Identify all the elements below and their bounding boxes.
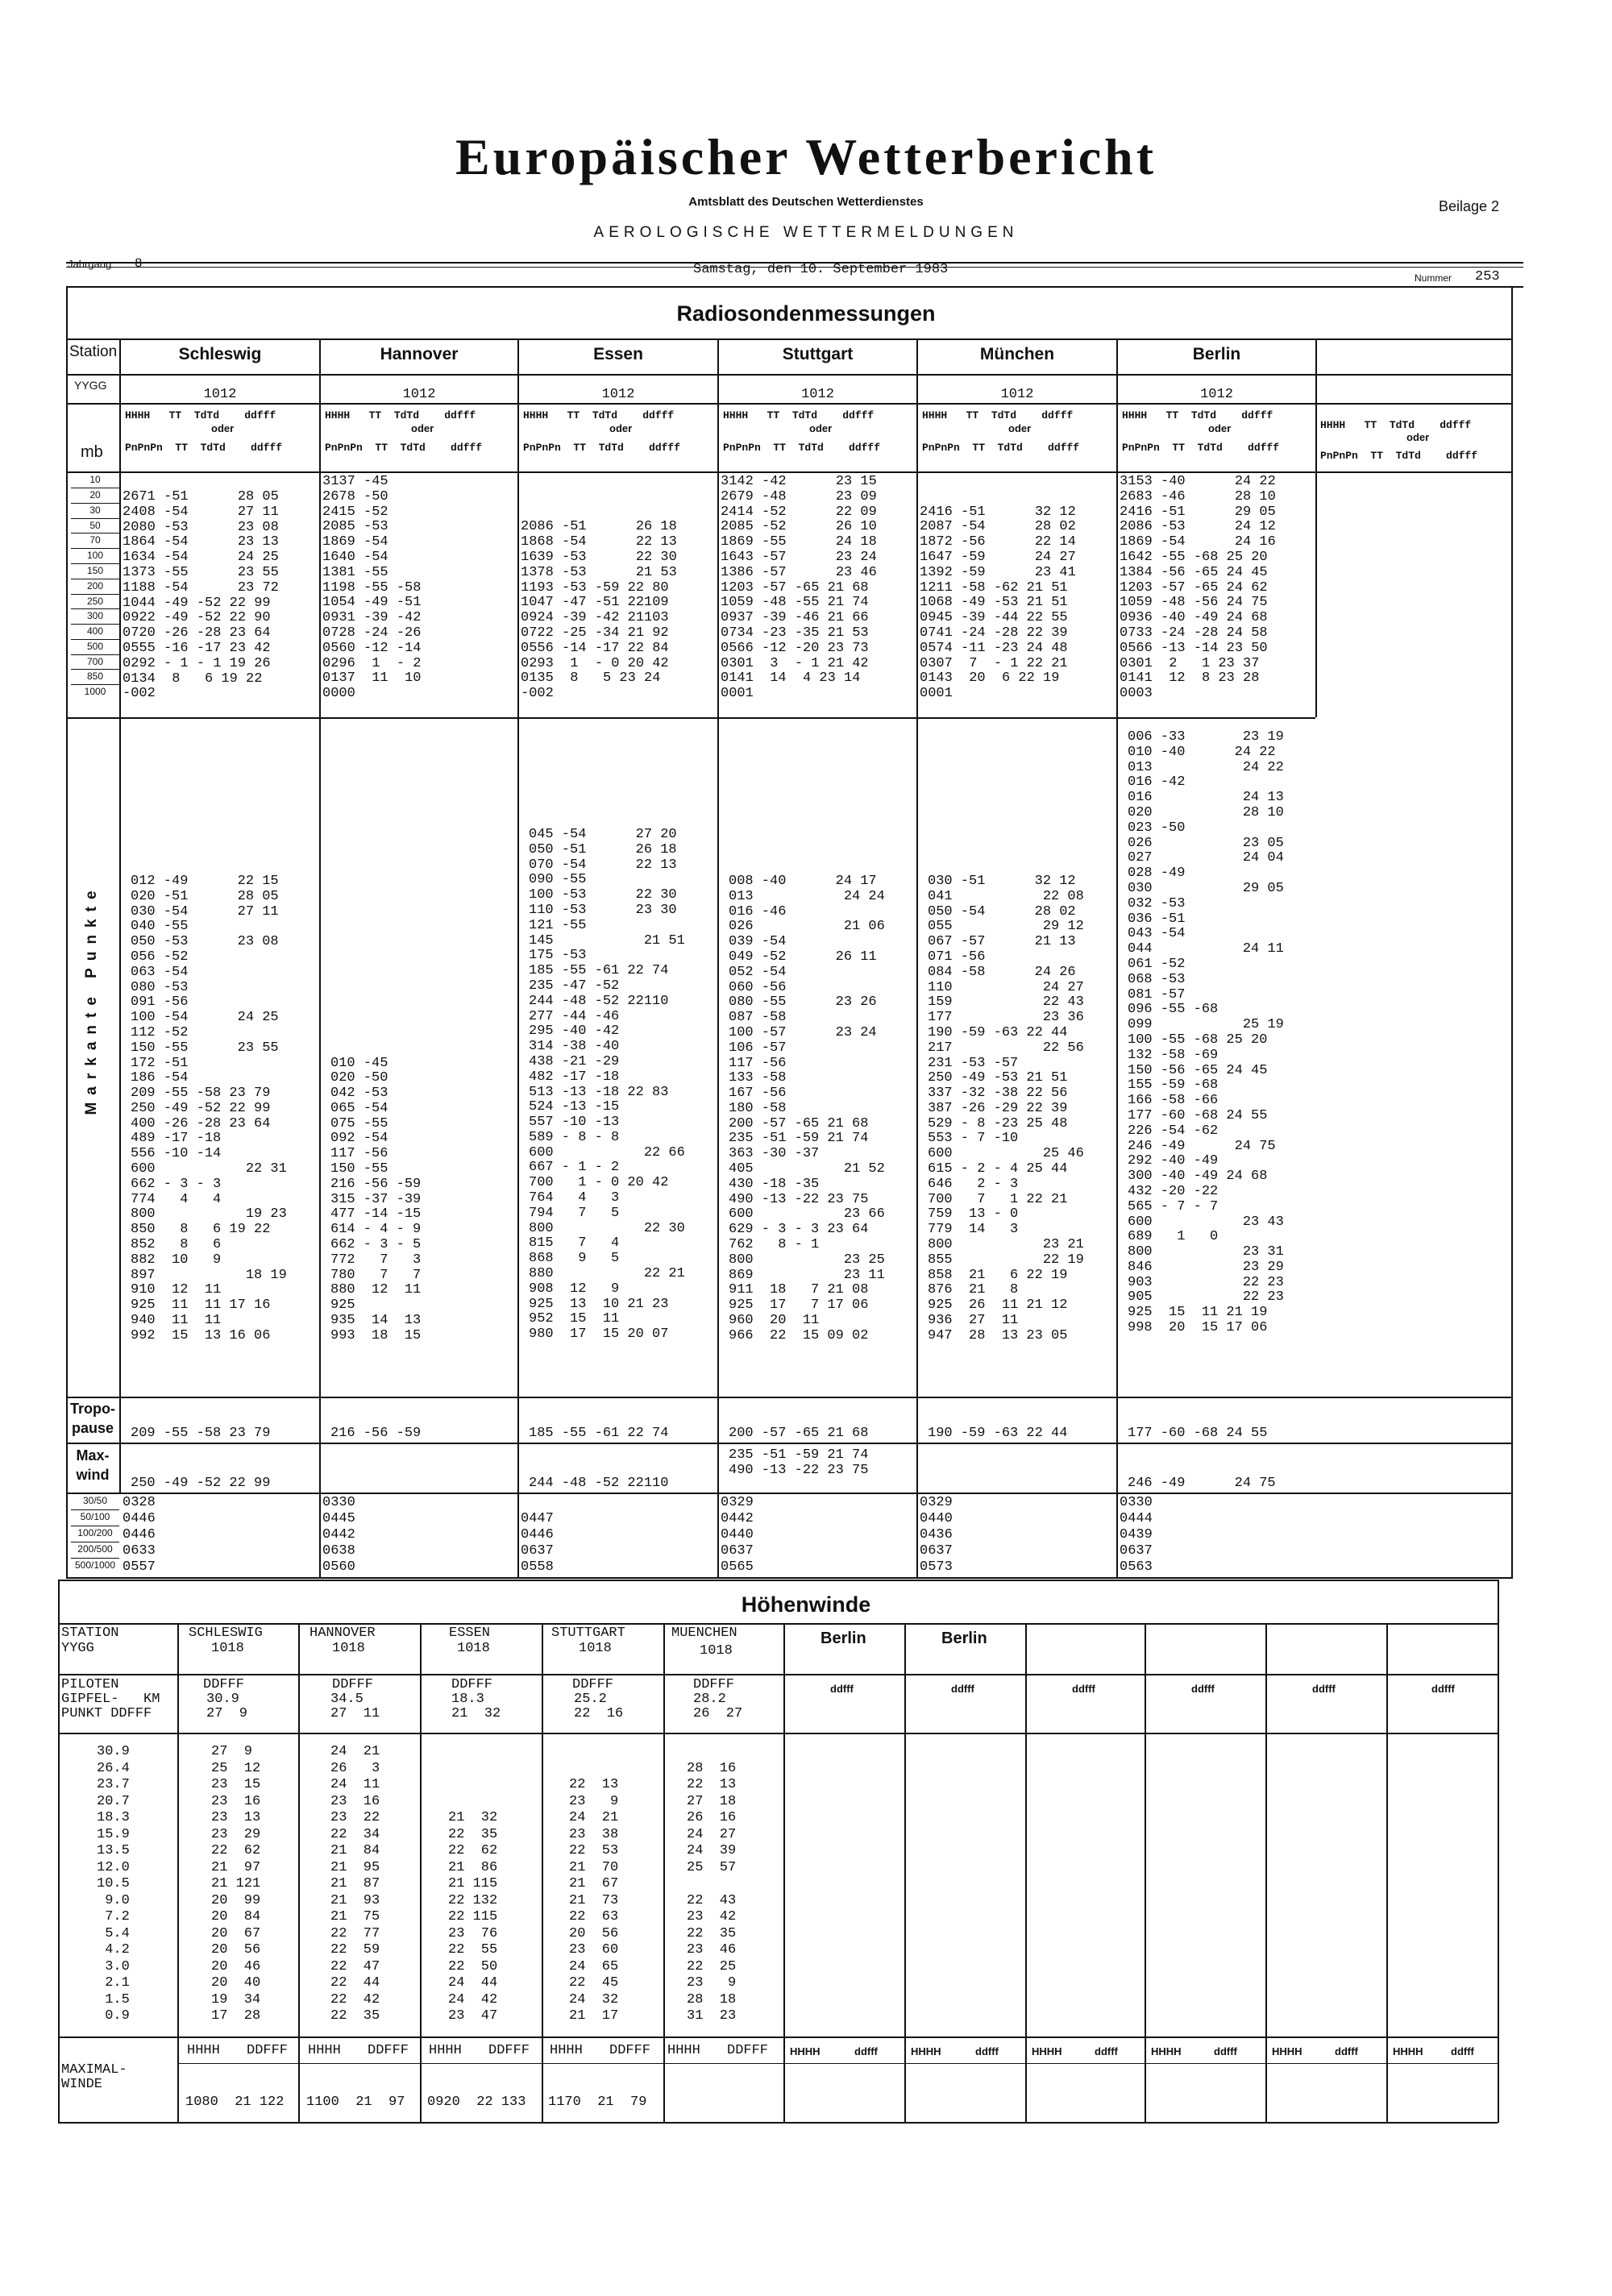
yygg-berlin: 1012 bbox=[1200, 387, 1233, 402]
hw-ddfff-small: ddfff bbox=[1214, 2045, 1237, 2057]
markante-muenchen: 030 -51 32 12 041 22 08 050 -54 28 02 055 29 12 067 -57 21 13 071 -56 084 -58 24 26 110 24 27 159 22 43 177 23 36 190 -59 -63 22 44 217 22 56 231 -53 -57 250 -49 -53 21 51 337 -32 -38 22 56 387 -26 -29 22 39 529 - 8 -23 25 48 553 - 7 -10 600 25 46 615 - 2 - 4 25 44 646 2 - 3 700 7 1 22 21 759 13 - 0 779 14 3 800 23 21 855 22 19 858 21 6 22 19 876 21 8 925 26 11 21 12 936 27 11 947 28 13 23 05 bbox=[928, 873, 1084, 1343]
col-header-oder: oder bbox=[609, 422, 633, 434]
hw-yygg-label: YYGG bbox=[61, 1641, 94, 1656]
hw-ddfff-small: ddfff bbox=[830, 1683, 854, 1695]
hw-ddfff-small: ddfff bbox=[1095, 2045, 1118, 2057]
col-header-top: HHHH TT TdTd ddfff bbox=[723, 409, 875, 421]
main-levels-berlin: 3153 -40 24 22 2683 -46 28 10 2416 -51 29 05 2086 -53 24 12 1869 -54 24 16 1642 -55 -68 25 20 1384 -56 -65 24 45 1203 -57 -65 24 62 1059 -48 -56 24 75 0936 -40 -49 24 68 0733 -24 -28 24 58 0566 -13 -14 23 50 0301 2 1 23 37 0141 12 8 23 28 0003 bbox=[1120, 474, 1276, 702]
station-label: Station bbox=[69, 343, 118, 360]
tropopause-muenchen: 190 -59 -63 22 44 bbox=[928, 1426, 1068, 1441]
maxwind-berlin: 246 -49 24 75 bbox=[1128, 1476, 1276, 1491]
thickness-label: 30/50 bbox=[71, 1493, 119, 1508]
hw-ddfff-header: DDFFF bbox=[488, 2043, 530, 2058]
thickness-hannover: 0330 0445 0442 0638 0560 bbox=[322, 1495, 355, 1575]
hw-yygg-muenchen: 1018 bbox=[700, 1643, 733, 1659]
mb-level: 10 bbox=[71, 472, 119, 487]
hw-ddfff-small: ddfff bbox=[1335, 2045, 1358, 2057]
maxwind-stuttgart: 235 -51 -59 21 74 490 -13 -22 23 75 bbox=[729, 1447, 869, 1478]
col-header-top: HHHH TT TdTd ddfff bbox=[922, 409, 1074, 421]
station-name-essen: Essen bbox=[593, 345, 643, 363]
station-name-stuttgart: Stuttgart bbox=[782, 345, 854, 363]
station-name-hannover: Hannover bbox=[380, 345, 459, 363]
hw-max-stuttgart: 1170 21 79 bbox=[548, 2095, 647, 2110]
col-header-top: HHHH TT TdTd ddfff bbox=[325, 409, 476, 421]
yygg-stuttgart: 1012 bbox=[801, 387, 834, 402]
tropopause-label: Tropo- pause bbox=[70, 1401, 115, 1436]
markante-stuttgart: 008 -40 24 17 013 24 24 016 -46 026 21 06 039 -54 049 -52 26 11 052 -54 060 -56 080 -55 23 26 087 -58 100 -57 23 24 106 -57 117 -56 133 -58 167 -56 180 -58 200 -57 -65 21 68 235 -51 -59 21 74 363 -30 -37 405 21 52 430 -18 -35 490 -13 -22 23 75 600 23 66 629 - 3 - 3 23 64 762 8 - 1 800 23 25 869 23 11 911 18 7 21 08 925 17 7 17 06 960 20 11 966 22 15 09 02 bbox=[729, 873, 885, 1343]
nummer-label: Nummer bbox=[1415, 272, 1452, 284]
col-header-bottom: PnPnPn TT TdTd ddfff bbox=[325, 442, 483, 454]
hw-yygg-essen: 1018 bbox=[457, 1641, 490, 1656]
mb-level: 500 bbox=[71, 639, 119, 654]
col-header-oder: oder bbox=[1406, 431, 1430, 443]
mb-label: mb bbox=[81, 443, 103, 461]
col-header-top: HHHH TT TdTd ddfff bbox=[523, 409, 675, 421]
hw-ddfff-small: ddfff bbox=[951, 1683, 974, 1695]
markante-punkte-label: Markante Punkte bbox=[83, 883, 100, 1115]
hw-gipfel-hannover: 34.5 27 11 bbox=[330, 1692, 380, 1721]
hw-maximal-label: MAXIMAL- WINDE bbox=[61, 2062, 127, 2092]
col-header-top: HHHH TT TdTd ddfff bbox=[125, 409, 276, 421]
jahrgang-label: Jahrgang bbox=[68, 258, 112, 270]
tropopause-berlin: 177 -60 -68 24 55 bbox=[1128, 1426, 1268, 1441]
hw-station-berlin-2: Berlin bbox=[941, 1630, 987, 1647]
thickness-label: 50/100 bbox=[71, 1509, 119, 1524]
hw-max-hannover: 1100 21 97 bbox=[306, 2095, 405, 2110]
col-header-bottom: PnPnPn TT TdTd ddfff bbox=[1122, 442, 1280, 454]
col-header-oder: oder bbox=[1208, 422, 1232, 434]
hw-gipfel-schleswig: 30.9 27 9 bbox=[206, 1692, 248, 1721]
hw-ddfff-header: DDFFF bbox=[572, 1677, 614, 1692]
col-header-oder: oder bbox=[411, 422, 434, 434]
hw-winds-essen: 21 32 22 35 22 62 21 86 21 115 22 132 22 115 23 76 22 55 22 50 24 44 24 42 23 47 bbox=[448, 1810, 498, 2024]
hw-ddfff-small: ddfff bbox=[1451, 2045, 1474, 2057]
main-levels-essen: 2086 -51 26 18 1868 -54 22 13 1639 -53 22 30 1378 -53 21 53 1193 -53 -59 22 80 1047 -47 -51 22109 0924 -39 -42 21103 0722 -25 -34 21 92 0556 -14 -17 22 84 0293 1 - 0 20 42 0135 8 5 23 24 -002 bbox=[521, 519, 677, 702]
hw-hhhh-small: HHHH bbox=[1151, 2045, 1182, 2057]
hw-ddfff-header: DDFFF bbox=[609, 2043, 651, 2058]
hw-hhhh-small: HHHH bbox=[1393, 2045, 1423, 2057]
mb-level: 70 bbox=[71, 533, 119, 547]
hw-yygg-stuttgart: 1018 bbox=[579, 1641, 612, 1656]
hw-max-essen: 0920 22 133 bbox=[427, 2095, 526, 2110]
hw-station-muenchen: MUENCHEN bbox=[671, 1625, 737, 1641]
mb-level: 100 bbox=[71, 548, 119, 563]
hw-winds-hannover: 24 21 26 3 24 11 23 16 23 22 22 34 21 84 21 95 21 87 21 93 21 75 22 77 22 59 22 47 22 44 22 42 22 35 bbox=[330, 1744, 380, 2024]
thickness-berlin: 0330 0444 0439 0637 0563 bbox=[1120, 1495, 1153, 1575]
hw-yygg-hannover: 1018 bbox=[332, 1641, 365, 1656]
hw-station-label: STATION bbox=[61, 1625, 119, 1641]
hw-hhhh-header: HHHH bbox=[308, 2043, 341, 2058]
hw-ddfff-header: DDFFF bbox=[247, 2043, 289, 2058]
mb-level: 50 bbox=[71, 518, 119, 533]
markante-berlin: 006 -33 23 19 010 -40 24 22 013 24 22 016 -42 016 24 13 020 28 10 023 -50 026 23 05 027 24 04 028 -49 030 29 05 032 -53 036 -51 043 -54 044 24 11 061 -52 068 -53 081 -57 096 -55 -68 099 25 19 100 -55 -68 25 20 132 -58 -69 150 -56 -65 24 45 155 -59 -68 166 -58 -66 177 -60 -68 24 55 226 -54 -62 246 -49 24 75 292 -40 -49 300 -40 -49 24 68 432 -20 -22 565 - 7 - 7 600 23 43 689 1 0 800 23 31 846 23 29 903 22 23 905 22 23 925 15 11 21 19 998 20 15 17 06 bbox=[1128, 729, 1284, 1336]
markante-hannover: 010 -45 020 -50 042 -53 065 -54 075 -55 092 -54 117 -56 150 -55 216 -56 -59 315 -37 -39 477 -14 -15 614 - 4 - 9 662 - 3 - 5 772 7 3 780 7 7 880 12 11 925 935 14 13 993 18 15 bbox=[330, 1055, 422, 1343]
tropopause-stuttgart: 200 -57 -65 21 68 bbox=[729, 1426, 869, 1441]
maxwind-essen: 244 -48 -52 22110 bbox=[529, 1476, 669, 1491]
hw-hhhh-small: HHHH bbox=[790, 2045, 821, 2057]
yygg-label: YYGG bbox=[74, 379, 107, 392]
hw-hhhh-header: HHHH bbox=[667, 2043, 700, 2058]
thickness-label: 200/500 bbox=[71, 1542, 119, 1556]
hw-max-schleswig: 1080 21 122 bbox=[185, 2095, 285, 2110]
hw-station-berlin-1: Berlin bbox=[821, 1630, 866, 1647]
page-title: Europäischer Wetterbericht bbox=[455, 128, 1157, 185]
mb-level: 850 bbox=[71, 669, 119, 683]
thickness-schleswig: 0328 0446 0446 0633 0557 bbox=[123, 1495, 156, 1575]
nummer-value: 253 bbox=[1475, 269, 1500, 284]
hw-ddfff-header: DDFFF bbox=[203, 1677, 245, 1692]
hw-yygg-schleswig: 1018 bbox=[211, 1641, 244, 1656]
yygg-hannover: 1012 bbox=[402, 387, 436, 402]
col-header-oder: oder bbox=[809, 422, 833, 434]
hw-ddfff-small: ddfff bbox=[854, 2045, 878, 2057]
maxwind-label: Max- wind bbox=[76, 1447, 110, 1483]
section-heading: AEROLOGISCHE WETTERMELDUNGEN bbox=[593, 224, 1019, 241]
station-name-muenchen: München bbox=[979, 345, 1055, 363]
maxwind-schleswig: 250 -49 -52 22 99 bbox=[131, 1476, 271, 1491]
hw-ddfff-header: DDFFF bbox=[368, 2043, 409, 2058]
hw-piloten-label: PILOTEN GIPFEL- KM PUNKT DDFFF bbox=[61, 1677, 160, 1721]
hw-ddfff-header: DDFFF bbox=[727, 2043, 769, 2058]
main-levels-hannover: 3137 -45 2678 -50 2415 -52 2085 -53 1869 -54 1640 -54 1381 -55 1198 -55 -58 1054 -49 -51 0931 -39 -42 0728 -24 -26 0560 -12 -14 0296 1 - 2 0137 11 10 0000 bbox=[322, 474, 422, 702]
tropopause-hannover: 216 -56 -59 bbox=[330, 1426, 422, 1441]
hw-hhhh-header: HHHH bbox=[550, 2043, 583, 2058]
mb-level: 400 bbox=[71, 624, 119, 638]
hw-station-schleswig: SCHLESWIG bbox=[189, 1625, 263, 1641]
hw-winds-muenchen: 28 16 22 13 27 18 26 16 24 27 24 39 25 57 22 43 23 42 22 35 23 46 22 25 23 9 28 18 31 23 bbox=[687, 1760, 737, 2024]
hw-station-stuttgart: STUTTGART bbox=[551, 1625, 625, 1641]
hw-ddfff-small: ddfff bbox=[1191, 1683, 1215, 1695]
hw-station-hannover: HANNOVER bbox=[310, 1625, 376, 1641]
hw-hhhh-small: HHHH bbox=[911, 2045, 941, 2057]
col-header-bottom: PnPnPn TT TdTd ddfff bbox=[125, 442, 283, 454]
issue-date: Samstag, den 10. September 1983 bbox=[693, 262, 949, 277]
mb-level: 300 bbox=[71, 608, 119, 623]
mb-level: 20 bbox=[71, 488, 119, 502]
hw-gipfel-essen: 18.3 21 32 bbox=[451, 1692, 501, 1721]
hw-winds-stuttgart: 22 13 23 9 24 21 23 38 22 53 21 70 21 67 21 73 22 63 20 56 23 60 24 65 22 45 24 32 21 17 bbox=[569, 1777, 619, 2024]
markante-essen: 045 -54 27 20 050 -51 26 18 070 -54 22 13 090 -55 100 -53 22 30 110 -53 23 30 121 -55 145 21 51 175 -53 185 -55 -61 22 74 235 -47 -52 244 -48 -52 22110 277 -44 -46 295 -40 -42 314 -38 -40 438 -21 -29 482 -17 -18 513 -13 -18 22 83 524 -13 -15 557 -10 -13 589 - 8 - 8 600 22 66 667 - 1 - 2 700 1 - 0 20 42 764 4 3 794 7 5 800 22 30 815 7 4 868 9 5 880 22 21 908 12 9 925 13 10 21 23 952 15 11 980 17 15 20 07 bbox=[529, 826, 685, 1343]
yygg-muenchen: 1012 bbox=[1000, 387, 1034, 402]
hw-winds-schleswig: 27 9 25 12 23 15 23 16 23 13 23 29 22 62 21 97 21 121 20 99 20 84 20 67 20 56 20 46 20 40 19 34 17 28 bbox=[211, 1744, 261, 2024]
thickness-muenchen: 0329 0440 0436 0637 0573 bbox=[920, 1495, 953, 1575]
jahrgang-value: 8 bbox=[135, 256, 143, 271]
hw-ddfff-small: ddfff bbox=[1312, 1683, 1336, 1695]
hw-ddfff-header: DDFFF bbox=[332, 1677, 374, 1692]
hw-station-essen: ESSEN bbox=[449, 1625, 491, 1641]
main-levels-schleswig: 2671 -51 28 05 2408 -54 27 11 2080 -53 23 08 1864 -54 23 13 1634 -54 24 25 1373 -55 23 55 1188 -54 23 72 1044 -49 -52 22 99 0922 -49 -52 22 90 0720 -26 -28 23 64 0555 -16 -17 23 42 0292 - 1 - 1 19 26 0134 8 6 19 22 -002 bbox=[123, 489, 279, 702]
hoehenwinde-title: Höhenwinde bbox=[741, 1592, 871, 1617]
col-header-bottom: PnPnPn TT TdTd ddfff bbox=[922, 442, 1080, 454]
main-levels-stuttgart: 3142 -42 23 15 2679 -48 23 09 2414 -52 22 09 2085 -52 26 10 1869 -55 24 18 1643 -57 23 24 1386 -57 23 46 1203 -57 -65 21 68 1059 -48 -55 21 74 0937 -39 -46 21 66 0734 -23 -35 21 53 0566 -12 -20 23 73 0301 3 - 1 21 42 0141 14 4 23 14 0001 bbox=[721, 474, 877, 702]
mb-level: 700 bbox=[71, 654, 119, 669]
station-name-berlin: Berlin bbox=[1192, 345, 1241, 363]
hw-ddfff-small: ddfff bbox=[975, 2045, 999, 2057]
hw-hhhh-small: HHHH bbox=[1272, 2045, 1302, 2057]
col-header-oder: oder bbox=[1008, 422, 1032, 434]
mb-level: 150 bbox=[71, 563, 119, 578]
tropopause-essen: 185 -55 -61 22 74 bbox=[529, 1426, 669, 1441]
mb-level: 250 bbox=[71, 594, 119, 608]
hw-gipfel-stuttgart: 25.2 22 16 bbox=[574, 1692, 624, 1721]
hw-hhhh-small: HHHH bbox=[1032, 2045, 1062, 2057]
yygg-schleswig: 1012 bbox=[203, 387, 237, 402]
main-levels-muenchen: 2416 -51 32 12 2087 -54 28 02 1872 -56 22 14 1647 -59 24 27 1392 -59 23 41 1211 -58 -62 21 51 1068 -49 -53 21 51 0945 -39 -44 22 55 0741 -24 -28 22 39 0574 -11 -23 24 48 0307 7 - 1 22 21 0143 20 6 22 19 0001 bbox=[920, 504, 1076, 702]
page-subtitle: Amtsblatt des Deutschen Wetterdienstes bbox=[688, 195, 924, 209]
mb-level: 1000 bbox=[71, 684, 119, 699]
hw-hhhh-header: HHHH bbox=[187, 2043, 220, 2058]
radiosonde-title: Radiosondenmessungen bbox=[676, 301, 936, 326]
col-header-bottom: PnPnPn TT TdTd ddfff bbox=[523, 442, 681, 454]
col-header-top: HHHH TT TdTd ddfff bbox=[1320, 419, 1472, 431]
col-header-bottom: PnPnPn TT TdTd ddfff bbox=[1320, 450, 1478, 462]
hw-gipfel-muenchen: 28.2 26 27 bbox=[693, 1692, 743, 1721]
station-name-schleswig: Schleswig bbox=[178, 345, 262, 363]
mb-level: 200 bbox=[71, 579, 119, 593]
hw-km-column: 30.9 26.4 23.7 20.7 18.3 15.9 13.5 12.0 10.5 9.0 7.2 5.4 4.2 3.0 2.1 1.5 0.9 bbox=[97, 1744, 130, 2024]
mb-level: 30 bbox=[71, 503, 119, 517]
col-header-top: HHHH TT TdTd ddfff bbox=[1122, 409, 1273, 421]
thickness-essen: 0447 0446 0637 0558 bbox=[521, 1511, 554, 1575]
markante-schleswig: 012 -49 22 15 020 -51 28 05 030 -54 27 11 040 -55 050 -53 23 08 056 -52 063 -54 080 -53 091 -56 100 -54 24 25 112 -52 150 -55 23 55 172 -51 186 -54 209 -55 -58 23 79 250 -49 -52 22 99 400 -26 -28 23 64 489 -17 -18 556 -10 -14 600 22 31 662 - 3 - 3 774 4 4 800 19 23 850 8 6 19 22 852 8 6 882 10 9 897 18 19 910 12 11 925 11 11 17 16 940 11 11 992 15 13 16 06 bbox=[131, 873, 287, 1343]
thickness-label: 500/1000 bbox=[71, 1558, 119, 1572]
hw-ddfff-small: ddfff bbox=[1072, 1683, 1095, 1695]
col-header-oder: oder bbox=[211, 422, 235, 434]
thickness-stuttgart: 0329 0442 0440 0637 0565 bbox=[721, 1495, 754, 1575]
hw-ddfff-header: DDFFF bbox=[451, 1677, 493, 1692]
thickness-label: 100/200 bbox=[71, 1526, 119, 1540]
tropopause-schleswig: 209 -55 -58 23 79 bbox=[131, 1426, 271, 1441]
beilage-label: Beilage 2 bbox=[1439, 198, 1500, 214]
yygg-essen: 1012 bbox=[601, 387, 635, 402]
hw-ddfff-header: DDFFF bbox=[693, 1677, 735, 1692]
col-header-bottom: PnPnPn TT TdTd ddfff bbox=[723, 442, 881, 454]
hw-hhhh-header: HHHH bbox=[429, 2043, 462, 2058]
hw-ddfff-small: ddfff bbox=[1431, 1683, 1455, 1695]
